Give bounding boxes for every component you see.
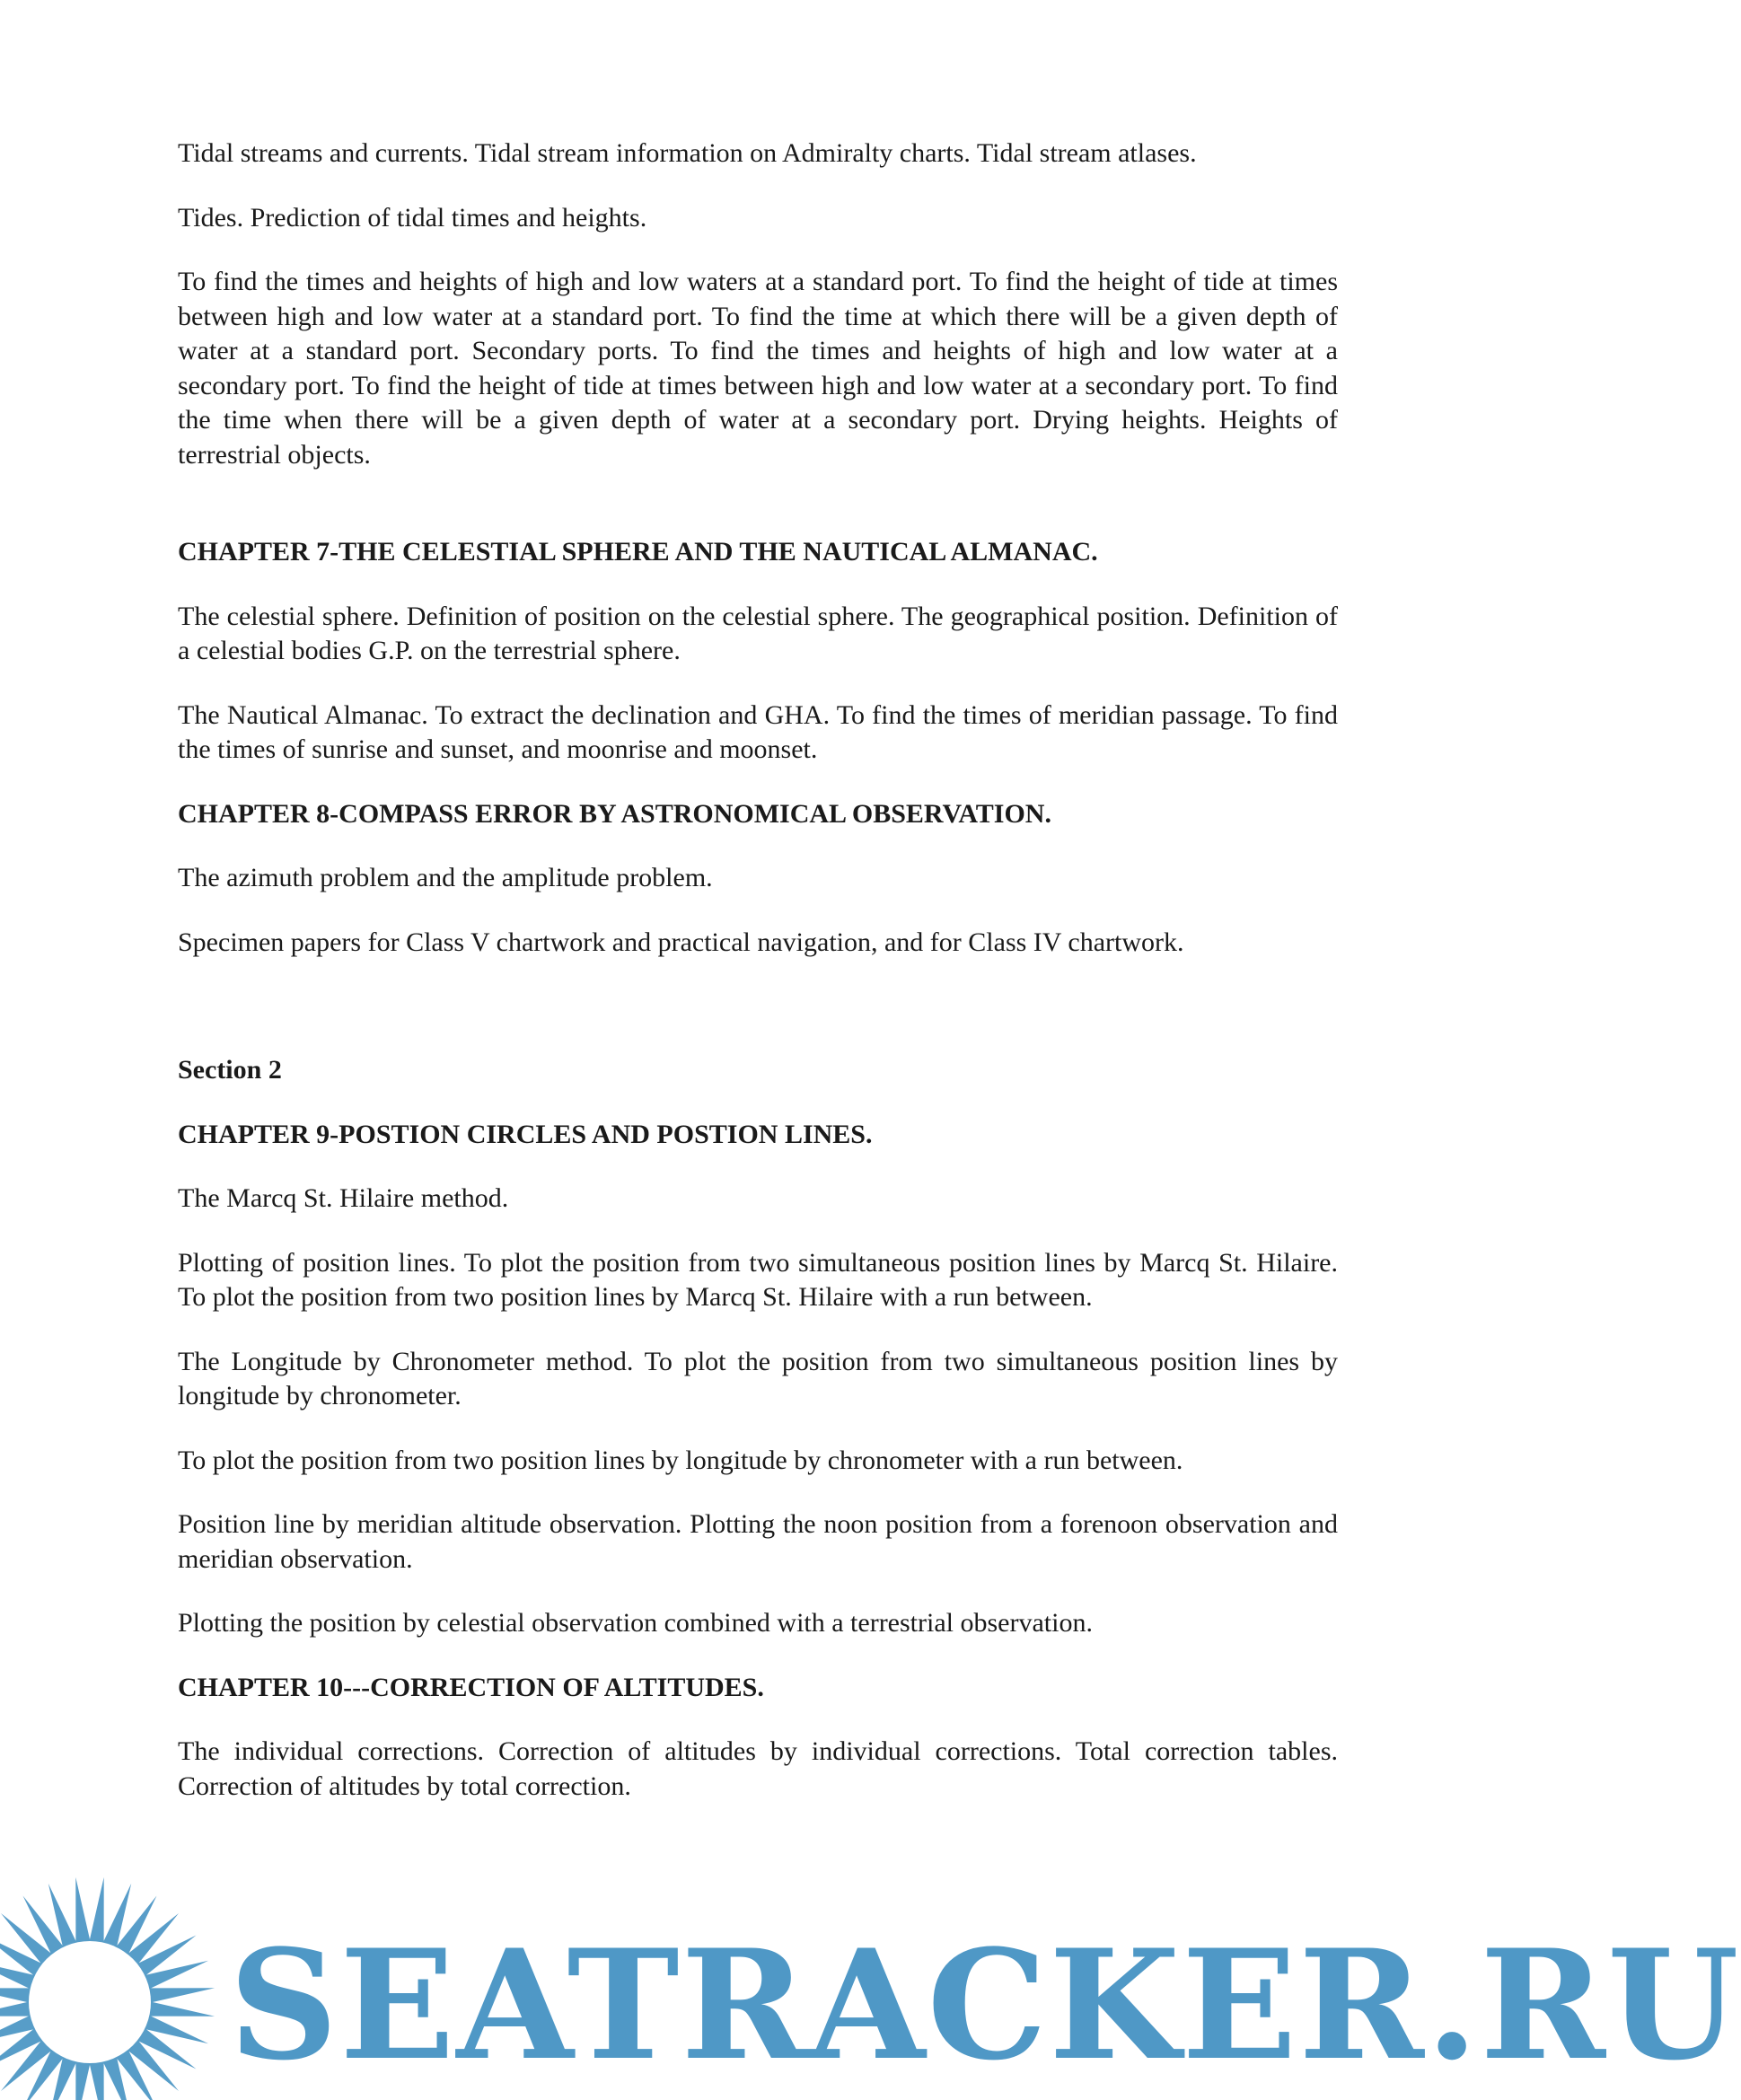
paragraph-individual-corrections: The individual corrections. Correction of altitudes by individual corrections. Total correction tables. Correction of altitudes by total correction.: [178, 1736, 1338, 1801]
paragraph-specimen-papers: Specimen papers for Class V chartwork and practical navigation, and for Class IV chartwork.: [178, 927, 1184, 957]
sun-core-icon: [29, 1941, 151, 2063]
document-page: [178, 136, 1338, 1833]
paragraph-celestial-terrestrial: Plotting the position by celestial observation combined with a terrestrial observation.: [178, 1608, 1093, 1638]
paragraph-run-between: To plot the position from two position lines by longitude by chronometer with a run between.: [178, 1445, 1183, 1475]
paragraph-longitude-chronometer: The Longitude by Chronometer method. To plot the position from two simultaneous position lines by longitude by chronometer.: [178, 1346, 1338, 1410]
heading-chapter-9: CHAPTER 9-POSTION CIRCLES AND POSTION LINES.: [178, 1119, 873, 1149]
paragraph-celestial-sphere: The celestial sphere. Definition of position on the celestial sphere. The geographical position. Definition of a celestial bodies G.P. on the terrestrial sphere.: [178, 601, 1338, 665]
watermark-text: SEATRACKER.RU: [229, 1916, 1741, 2094]
paragraph-nautical-almanac: The Nautical Almanac. To extract the declination and GHA. To find the times of meridian passage. To find the times of sunrise and sunset, and moonrise and moonset.: [178, 699, 1338, 764]
paragraph-tides-prediction: Tides. Prediction of tidal times and heights.: [178, 202, 647, 233]
paragraph-plotting-position-lines: Plotting of position lines. To plot the position from two simultaneous position lines by Marcq St. Hilaire. To plot the position from two position lines by Marcq St. Hilaire with a run between.: [178, 1247, 1338, 1312]
paragraph-meridian-altitude: Position line by meridian altitude observation. Plotting the noon position from a forenoon observation and meridian observation.: [178, 1509, 1338, 1574]
paragraph-marcq-method: The Marcq St. Hilaire method.: [178, 1183, 509, 1213]
paragraph-tidal-streams: Tidal streams and currents. Tidal stream information on Admiralty charts. Tidal stream atlases.: [178, 138, 1197, 168]
heading-chapter-10: CHAPTER 10---CORRECTION OF ALTITUDES.: [178, 1672, 764, 1702]
paragraph-azimuth: The azimuth problem and the amplitude problem.: [178, 863, 713, 892]
heading-section-2: Section 2: [178, 1055, 282, 1085]
heading-chapter-8: CHAPTER 8-COMPASS ERROR BY ASTRONOMICAL OBSERVATION.: [178, 798, 1051, 829]
heading-chapter-7: CHAPTER 7-THE CELESTIAL SPHERE AND THE NAUTICAL ALMANAC.: [178, 537, 1098, 567]
paragraph-tidal-times: To find the times and heights of high and low waters at a standard port. To find the height of tide at times between high and low water at a standard port. To find the time at which there will be a given depth of water at a standard port. Secondary ports. To find the times and heights of high and low water at a secondary port. To find the height of tide at times between high and low water at a secondary port. To find the time when there will be a given depth of water at a secondary port. Drying heights. Heights of terrestrial objects.: [178, 267, 1338, 470]
